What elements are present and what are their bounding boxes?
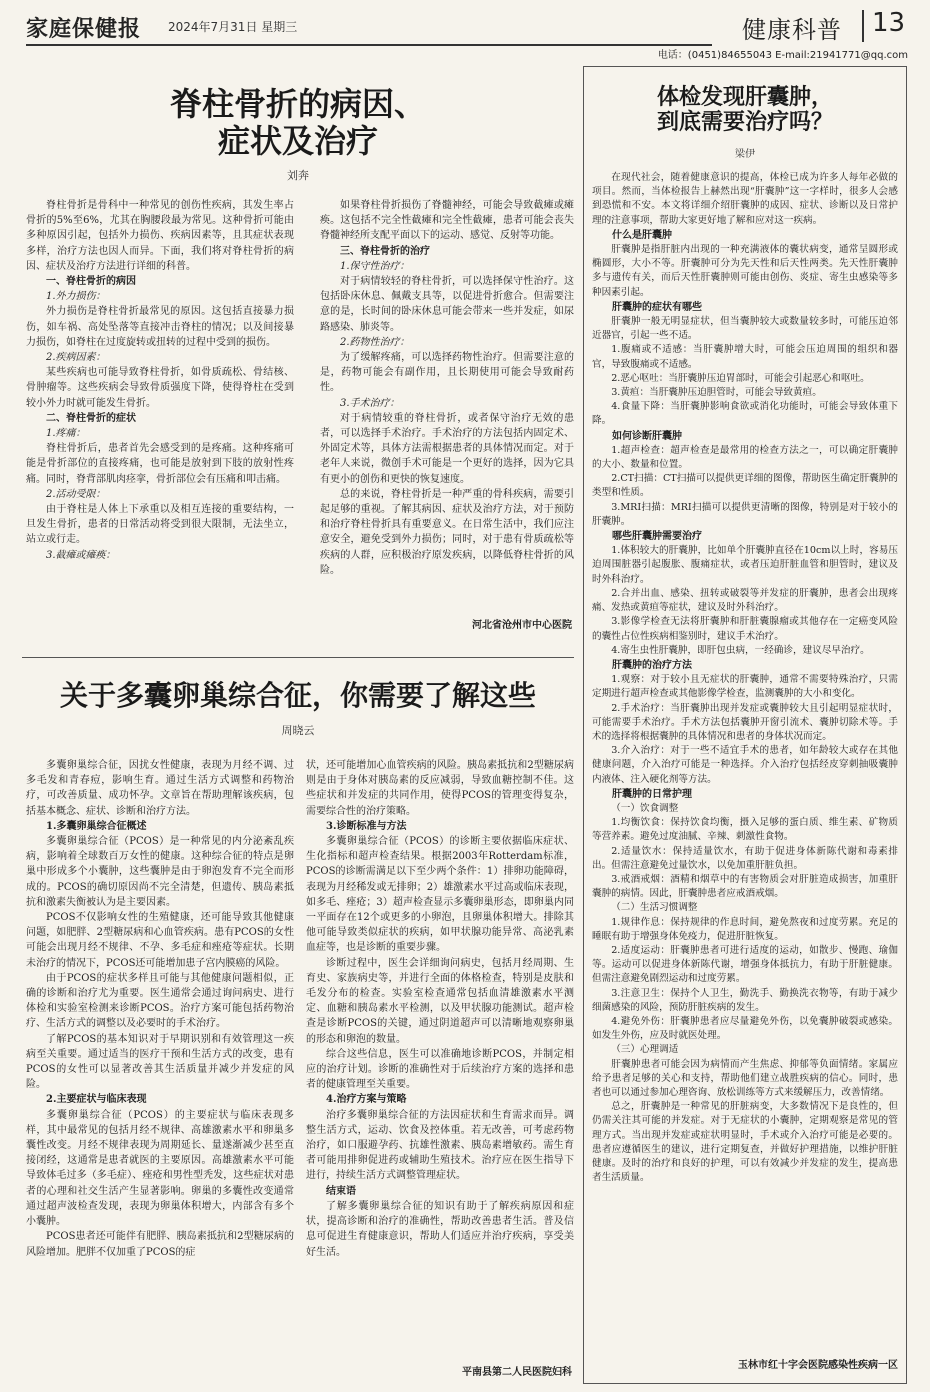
paragraph: 总之，肝囊肿是一种常见的肝脏病变，大多数情况下是良性的，但仍需关注其可能的并发症。对于无症状的小囊肿，定期观察是常见的管理方式。当出现并发症或症状明显时，手术或介入治疗可能是必要的。患者应遵循医生的建议，进行定期复查，并做好护理措施，以维护肝脏健康。及时的治疗和良好的护理，可以有效减少并发症的发生，提高患者生活质量。 bbox=[592, 1101, 898, 1184]
paragraph: 多囊卵巢综合征，因扰女性健康，表现为月经不调、过多毛发和青春痘，影响生育。通过生活方式调整和药物治疗，可改善质量、成功怀孕。文章旨在帮助理解该疾病，包括基本概念、症状、诊断和治疗方法。 bbox=[26, 760, 294, 817]
paragraph: 由于脊柱是人体上下承重以及相互连接的重要结构，一旦发生骨折，患者的日常活动将受到很大限制，无法坐立，站立或行走。 bbox=[26, 504, 294, 546]
paragraph: 总的来说，脊柱骨折是一种严重的骨科疾病，需要引起足够的重视。了解其病因、症状及治疗方法，对于预防和治疗脊柱骨折具有重要意义。在日常生活中，我们应注意安全，避免受到外力损伤；同时，对于患有骨质疏松等疾病的人群，应积极治疗原发疾病，以降低脊柱骨折的风险。 bbox=[320, 488, 574, 576]
article-divider bbox=[22, 657, 574, 658]
paragraph: 肝囊肿一般无明显症状，但当囊肿较大或数量较多时，可能压迫邻近器官，引起一些不适。 bbox=[592, 316, 898, 342]
paragraph: 某些疾病也可能导致脊柱骨折，如骨质疏松、骨结核、骨肿瘤等。这些疾病会导致骨质强度下降，使得脊柱在受到较小外力时就可能发生骨折。 bbox=[26, 367, 294, 409]
contact-info: 电话：(0451)84655043 E-mail:21941771@qq.com bbox=[657, 50, 908, 61]
article-column-2 bbox=[306, 758, 574, 1260]
section-heading: 三、脊柱骨折的治疗 bbox=[340, 245, 430, 257]
subsection-heading: 1.保守性治疗： bbox=[340, 260, 410, 272]
paragraph: 1.腹痛或不适感：当肝囊肿增大时，可能会压迫周围的组织和器官，导致腹痛或不适感。 bbox=[592, 344, 898, 370]
paragraph: （三）心理调适 bbox=[611, 1044, 679, 1056]
paragraph: 1.超声检查：超声检查是最常用的检查方法之一，可以确定肝囊肿的大小、数量和位置。 bbox=[592, 444, 898, 471]
page-number: 13 bbox=[872, 8, 906, 38]
paragraph: 治疗多囊卵巢综合征的方法因症状和生育需求而异。调整生活方式，运动、饮食及控体重。若无改善，可考虑药物治疗，如口服避孕药、抗雄性激素、胰岛素增敏药。需生育者可能用排卵促进药或辅助生殖技术。治疗应在医生指导下进行，持续生活方式调整管理症状。 bbox=[306, 1109, 574, 1182]
paragraph: 在现代社会，随着健康意识的提高，体检已成为许多人每年必做的项目。然而，当体检报告上赫然出现“肝囊肿”这一字样时，很多人会感到恐慌和不安。本文将详细介绍肝囊肿的成因、症状、诊断以及日常护理的注意事项，帮助大家更好地了解和应对这一疾病。 bbox=[592, 172, 898, 226]
article-source: 平南县第二人民医院妇科 bbox=[462, 1367, 572, 1378]
article-title-line: 症状及治疗 bbox=[217, 121, 378, 160]
section-heading: 肝囊肿的症状有哪些 bbox=[612, 301, 702, 313]
paragraph: 2.适量饮水：保持适量饮水，有助于促进身体新陈代谢和毒素排出。但需注意避免过量饮水，以免加重肝脏负担。 bbox=[592, 845, 898, 871]
paragraph: 外力损伤是脊柱骨折最常见的原因。这包括直接暴力损伤，如车祸、高处坠落等直接冲击脊柱的情况；以及间接暴力损伤，如脊柱在过度旋转或扭转的过程中受到的损伤。 bbox=[26, 306, 294, 348]
paragraph: 3.MRI扫描：MRI扫描可以提供更清晰的图像，特别是对于较小的肝囊肿。 bbox=[592, 501, 898, 527]
subsection-heading: 1.疼痛： bbox=[46, 428, 86, 440]
paragraph: 4.寄生虫性肝囊肿，即肝包虫病，一经确诊，建议尽早治疗。 bbox=[611, 644, 870, 656]
paragraph: 了解多囊卵巢综合征的知识有助于了解疾病原因和症状，提高诊断和治疗的准确性，帮助改善患者生活。普及信息可促进生育健康意识，帮助人们适应并治疗疾病，享受美好生活。 bbox=[306, 1200, 574, 1258]
article-title bbox=[584, 85, 906, 136]
paper-name: 家庭保健报 bbox=[26, 17, 142, 42]
subsection-heading: 3.截瘫或瘫痪： bbox=[46, 549, 116, 561]
article-title-line: 脊柱骨折的病因、 bbox=[169, 85, 426, 123]
paragraph: 由于PCOS的症状多样且可能与其他健康问题相似，正确的诊断和治疗尤为重要。医生通常会通过询问病史、进行体检和实验室检测来诊断PCOS。治疗方案可能包括药物治疗、生活方式的调整以及必要时的手术治疗。 bbox=[26, 972, 294, 1030]
paragraph: 1.均衡饮食：保持饮食均衡，摄入足够的蛋白质、维生素、矿物质等营养素。避免过度油腻、辛辣、刺激性食物。 bbox=[592, 817, 898, 843]
paragraph: 了解PCOS的基本知识对于早期识别和有效管理这一疾病至关重要。通过适当的医疗干预和生活方式的改变，患有PCOS的女性可以显著改善其生活质量并减少并发症的风险。 bbox=[26, 1033, 294, 1091]
section-heading: 1.多囊卵巢综合征概述 bbox=[46, 820, 147, 832]
section-heading: 2.主要症状与临床表现 bbox=[46, 1094, 147, 1106]
paragraph: 脊柱骨折后，患者首先会感受到的是疼痛。这种疼痛可能是骨折部位的直接疼痛，也可能是放射到下肢的放射性疼痛。同时，脊背部肌肉痉挛，骨折部位会有压痛和叩击痛。 bbox=[26, 443, 294, 485]
article-column-2 bbox=[320, 198, 574, 578]
paragraph: 3.介入治疗：对于一些不适宜手术的患者，如年龄较大或存在其他健康问题，介入治疗可能是一种选择。介入治疗包括经皮穿刺抽吸囊肿内液体、注入硬化剂等方法。 bbox=[592, 745, 898, 785]
article-source: 玉林市红十字会医院感染性疾病一区 bbox=[738, 1360, 898, 1371]
paragraph: （二）生活习惯调整 bbox=[611, 902, 698, 914]
page-number-separator bbox=[862, 10, 864, 42]
paragraph: 多囊卵巢综合征（PCOS）的主要症状与临床表现多样，其中最常见的包括月经不规律、高雄激素水平和卵巢多囊性改变。月经不规律表现为周期延长、量遂渐减少甚至直接闭经，这通常是患者就医的主要原因。高雄激素水平可能导致体毛过多（多毛症）、痤疮和男性型秃发，这些症状对患者的心理和社交生活产生显著影响。卵巢的多囊性改变通常通过超声波检查发现，表现为卵巢体积增大，内部含有多个小囊肿。 bbox=[26, 1109, 294, 1228]
section-heading: 哪些肝囊肿需要治疗 bbox=[612, 531, 702, 543]
paragraph: （一）饮食调整 bbox=[611, 802, 679, 814]
subsection-heading: 3.手术治疗： bbox=[340, 397, 400, 409]
section-heading: 结束语 bbox=[326, 1185, 356, 1197]
paragraph: 2.恶心呕吐：当肝囊肿压迫胃部时，可能会引起恶心和呕吐。 bbox=[611, 372, 870, 384]
paragraph: 3.黄疸：当肝囊肿压迫胆管时，可能会导致黄疸。 bbox=[611, 387, 822, 399]
paragraph: PCOS患者还可能伴有肥胖、胰岛素抵抗和2型糖尿病的风险增加。肥胖不仅加重了PCOS的症 bbox=[26, 1231, 294, 1258]
section-heading: 肝囊肿的治疗方法 bbox=[612, 659, 692, 671]
subsection-heading: 2.活动受限： bbox=[46, 488, 106, 500]
article-liver-cyst bbox=[583, 66, 907, 1384]
paragraph: 2.合并出血、感染、扭转或破裂等并发症的肝囊肿，患者会出现疼痛、发热或黄疸等症状，建议及时外科治疗。 bbox=[592, 587, 898, 614]
section-heading: 肝囊肿的日常护理 bbox=[612, 788, 692, 800]
paragraph: 4.食量下降：当肝囊肿影响食欲或消化功能时，可能会导致体重下降。 bbox=[592, 401, 898, 427]
masthead bbox=[0, 0, 930, 62]
section-heading: 二、脊柱骨折的症状 bbox=[46, 412, 136, 424]
article-author: 刘奔 bbox=[287, 169, 309, 182]
paragraph: 1.规律作息：保持规律的作息时间，避免熬夜和过度劳累。充足的睡眠有助于增强身体免疫力，促进肝脏恢复。 bbox=[592, 916, 898, 942]
paragraph: 对于病情较重的脊柱骨折，或者保守治疗无效的患者，可以选择手术治疗。手术治疗的方法包括内固定术、外固定术等，具体方法需根据患者的具体情况而定。对于老年人来说，微创手术可能是一个更好的选择，因为它具有更小的创伤和更快的恢复速度。 bbox=[320, 412, 574, 485]
section-name: 健康科普 bbox=[742, 16, 842, 44]
paragraph: 状，还可能增加心血管疾病的风险。胰岛素抵抗和2型糖尿病则是由于身体对胰岛素的反应减弱，导致血糖控制不佳。这些症状和并发症的共同作用，使得PCOS的管理变得复杂，需要综合性的治疗策略。 bbox=[306, 760, 574, 817]
paragraph: 2.适度运动：肝囊肿患者可进行适度的运动，如散步、慢跑、瑜伽等。运动可以促进身体新陈代谢，增强身体抵抗力，有助于肝脏健康。但需注意避免剧烈运动和过度劳累。 bbox=[592, 944, 898, 985]
paragraph: 如果脊柱骨折损伤了脊髓神经，可能会导致截瘫或瘫痪。这包括不完全性截瘫和完全性截瘫，患者可能会丧失脊髓神经所支配平面以下的运动、感觉、反射等功能。 bbox=[320, 200, 574, 242]
article-author: 梁伊 bbox=[735, 149, 755, 160]
section-heading: 如何诊断肝囊肿 bbox=[612, 430, 682, 442]
paragraph: 多囊卵巢综合征（PCOS）是一种常见的内分泌紊乱疾病，影响着全球数百万女性的健康。这种综合征的特点是卵巢中形成多个小囊肿，这些囊肿是由于卵泡发育不完全而形成的。PCOS的确切原因尚不完全清楚，但遗传、胰岛素抵抗和激素失衡被认为是主要因素。 bbox=[26, 836, 294, 908]
paragraph: 诊断过程中，医生会详细询问病史，包括月经周期、生育史、家族病史等，并进行全面的体格检查，特别是皮肤和毛发分布的检查。实验室检查通常包括血清雄激素水平测定、血糖和胰岛素水平检测，以及甲状腺功能测试。超声检查是诊断PCOS的关键，通过阴道超声可以清晰地观察卵巢的形态和卵泡的数量。 bbox=[306, 957, 574, 1045]
article-title: 关于多囊卵巢综合征，你需要了解这些 bbox=[59, 679, 536, 712]
paragraph: 1.体积较大的肝囊肿，比如单个肝囊肿直径在10cm以上时，容易压迫周围脏器引起腹胀、腹痛症状，或者压迫肝脏血管和胆管时，建议及时外科治疗。 bbox=[592, 545, 898, 585]
article-pcos bbox=[22, 662, 574, 1388]
issue-date: 2024年7月31日 星期三 bbox=[168, 20, 298, 34]
subsection-heading: 1.外力损伤： bbox=[46, 291, 106, 303]
article-column-1 bbox=[26, 758, 294, 1260]
article-source: 河北省沧州市中心医院 bbox=[472, 620, 572, 631]
paragraph: PCOS不仅影响女性的生殖健康，还可能导致其他健康问题，如肥胖、2型糖尿病和心血管疾病。患有PCOS的女性可能会出现月经不规律、不孕、多毛症和痤疮等症状。长期未治疗的情况下，PCOS还可能增加患子宫内膜癌的风险。 bbox=[26, 912, 294, 969]
paragraph: 1.观察：对于较小且无症状的肝囊肿，通常不需要特殊治疗，只需定期进行超声检查或其他影像学检查，监测囊肿的大小和变化。 bbox=[592, 674, 898, 700]
paragraph: 多囊卵巢综合征（PCOS）的诊断主要依据临床症状、生化指标和超声检查结果。根据2003年Rotterdam标准，PCOS的诊断需满足以下至少两个条件：1）排卵功能障碍，表现为月经稀发或无排卵；2）雄激素水平过高或临床表现，如多毛、痤疮；3）超声检查显示多囊卵巢形态，即卵巢内同一平面存在12个或更多的小卵泡，且卵巢体积增大。排除其他可能导致类似症状的疾病，如甲状腺功能异常、高泌乳素血症等，也是诊断的重要步骤。 bbox=[306, 836, 574, 954]
paragraph: 4.避免外伤：肝囊肿患者应尽量避免外伤，以免囊肿破裂或感染。如发生外伤，应及时就医处理。 bbox=[592, 1015, 898, 1042]
paragraph: 脊柱骨折是骨科中一种常见的创伤性疾病，其发生率占骨折的5%至6%，尤其在胸腰段最为常见。这种骨折可能由多种原因引起，包括外力损伤、疾病因素等，且其症状表现多样，治疗方法也因人而异。下面，我们将对脊柱骨折的病因、症状及治疗方法进行详细的科普。 bbox=[26, 200, 294, 272]
article-body bbox=[592, 171, 898, 1185]
paragraph: 肝囊肿是指肝脏内出现的一种充满液体的囊状病变，通常呈圆形或椭圆形，大小不等。肝囊肿可分为先天性和后天性两类。先天性肝囊肿多与遗传有关，而后天性肝囊肿则可能由创伤、炎症、寄生虫感染等多种因素引起。 bbox=[592, 244, 898, 298]
subsection-heading: 2.疾病因素： bbox=[46, 352, 106, 364]
paragraph: 2.手术治疗：当肝囊肿出现并发症或囊肿较大且引起明显症状时，可能需要手术治疗。手术方法包括囊肿开窗引流术、囊肿切除术等。手术的选择将根据囊肿的具体情况和患者的身体状况而定。 bbox=[592, 702, 898, 742]
paragraph: 综合这些信息，医生可以准确地诊断PCOS，并制定相应的治疗计划。诊断的准确性对于后续治疗方案的选择和患者的健康管理至关重要。 bbox=[306, 1048, 574, 1091]
paragraph: 3.注意卫生：保持个人卫生，勤洗手、勤换洗衣物等，有助于减少细菌感染的风险，预防肝脏疾病的发生。 bbox=[592, 987, 898, 1013]
paragraph: 为了缓解疼痛，可以选择药物性治疗。但需要注意的是，药物可能会有副作用，且长期使用可能会导致耐药性。 bbox=[320, 352, 574, 394]
section-heading: 4.治疗方案与策略 bbox=[326, 1094, 407, 1106]
article-column-1 bbox=[26, 198, 294, 563]
subsection-heading: 2.药物性治疗： bbox=[340, 336, 410, 348]
paragraph: 肝囊肿患者可能会因为病情而产生焦虑、抑郁等负面情绪。家属应给予患者足够的关心和支持，帮助他们建立战胜疾病的信心。同时，患者也可以通过参加心理咨询、放松训练等方式来缓解压力，改善情绪。 bbox=[592, 1058, 898, 1098]
paragraph: 对于病情较轻的脊柱骨折，可以选择保守性治疗。这包括卧床休息、佩戴支具等，以促进骨折愈合。但需要注意的是，长时间的卧床休息可能会带来一些并发症，如尿路感染、肺炎等。 bbox=[320, 276, 574, 333]
article-title bbox=[22, 86, 574, 160]
paragraph: 2.CT扫描：CT扫描可以提供更详细的图像，帮助医生确定肝囊肿的类型和性质。 bbox=[592, 473, 898, 499]
section-heading: 什么是肝囊肿 bbox=[612, 229, 672, 241]
paragraph: 3.影像学检查无法将肝囊肿和肝脏囊腺瘤或其他存在一定癌变风险的囊性占位性疾病相鉴别时，建议手术治疗。 bbox=[592, 616, 898, 642]
section-heading: 3.诊断标准与方法 bbox=[326, 820, 407, 832]
paragraph: 3.戒酒戒烟：酒精和烟草中的有害物质会对肝脏造成损害，加重肝囊肿的病情。因此，肝囊肿患者应戒酒戒烟。 bbox=[592, 873, 898, 900]
article-title-line: 体检发现肝囊肿， bbox=[656, 84, 833, 110]
article-title-line: 到底需要治疗吗？ bbox=[656, 109, 833, 136]
article-author: 周晓云 bbox=[281, 724, 315, 737]
article-spine-fracture bbox=[22, 66, 574, 646]
section-heading: 一、脊柱骨折的病因 bbox=[46, 276, 136, 288]
